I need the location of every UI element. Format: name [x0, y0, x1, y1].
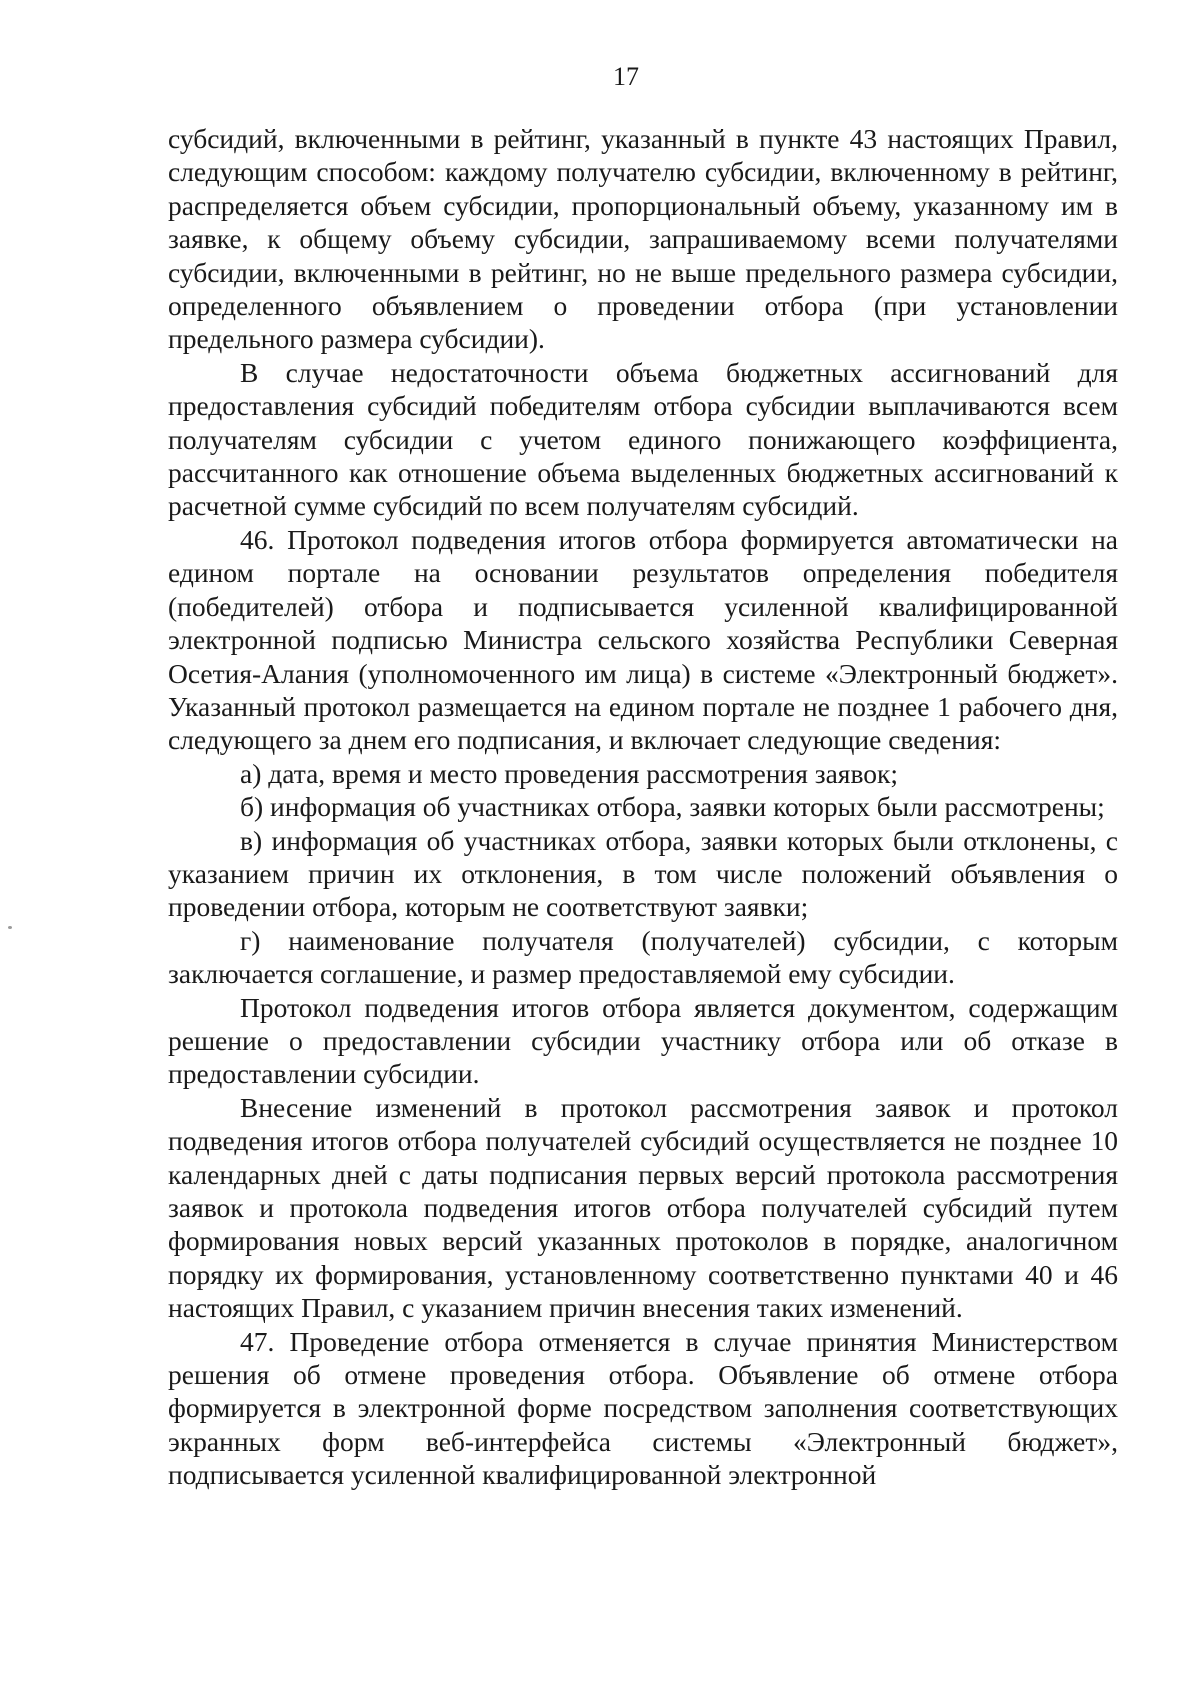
paragraph-insufficient-allocations: В случае недостаточности объема бюджетных ассигнований для предоставления субсидий победителям отбора субсидии выплачиваются всем получателям субсидии с учетом единого понижающего коэффициента, рассчитанного как отношение объема выделенных бюджетных ассигнований к расчетной сумме субсидий по всем получателям субсидий. — [168, 356, 1118, 522]
list-item-g: г) наименование получателя (получателей) субсидии, с которым заключается соглашение, и размер предоставляемой ему субсидии. — [168, 924, 1118, 990]
paragraph-protocol-amendments: Внесение изменений в протокол рассмотрения заявок и протокол подведения итогов отбора получателей субсидий осуществляется не позднее 10 календарных дней с даты подписания первых версий протокола рассмотрения заявок и протокола подведения итогов отбора получателей субсидий путем формирования новых версий указанных протоколов в порядке, аналогичном порядку их формирования, установленному соответственно пунктами 40 и 46 настоящих Правил, с указанием причин внесения таких изменений. — [168, 1091, 1118, 1324]
page-number: 17 — [613, 62, 639, 91]
paragraph-47-cancellation: 47. Проведение отбора отменяется в случае принятия Министерством решения об отмене проведения отбора. Объявление об отмене отбора формируется в электронной форме посредством заполнения соответствующих экранных форм веб-интерфейса системы «Электронный бюджет», подписывается усиленной квалифицированной электронной — [168, 1325, 1118, 1491]
list-item-b: б) информация об участниках отбора, заявки которых были рассмотрены; — [240, 791, 1105, 823]
paragraph-subsidy-distribution: субсидий, включенными в рейтинг, указанный в пункте 43 настоящих Правил, следующим способом: каждому получателю субсидии, включенному в рейтинг, распределяется объем субсидии, пропорциональный объему, указанному им в заявке, к общему объему субсидии, запрашиваемому всеми получателями субсидии, включенными в рейтинг, но не выше предельного размера субсидии, определенного объявлением о проведении отбора (при установлении предельного размера субсидии). — [168, 123, 1118, 355]
document-body — [168, 122, 1118, 1492]
scan-artifact-dot — [8, 926, 12, 929]
list-item-v: в) информация об участниках отбора, заявки которых были отклонены, с указанием причин их отклонения, в том числе положений объявления о проведении отбора, которым не соответствуют заявки; — [168, 824, 1118, 923]
list-item-a: а) дата, время и место проведения рассмотрения заявок; — [240, 757, 898, 789]
paragraph-46-protocol: 46. Протокол подведения итогов отбора формируется автоматически на едином портале на основании результатов определения победителя (победителей) отбора и подписывается усиленной квалифицированной электронной подписью Министра сельского хозяйства Республики Северная Осетия-Алания (уполномоченного им лица) в системе «Электронный бюджет». Указанный протокол размещается на едином портале не позднее 1 рабочего дня, следующего за днем его подписания, и включает следующие сведения: — [168, 523, 1118, 756]
paragraph-protocol-decision: Протокол подведения итогов отбора является документом, содержащим решение о предоставлении субсидии участнику отбора или об отказе в предоставлении субсидии. — [168, 991, 1118, 1090]
